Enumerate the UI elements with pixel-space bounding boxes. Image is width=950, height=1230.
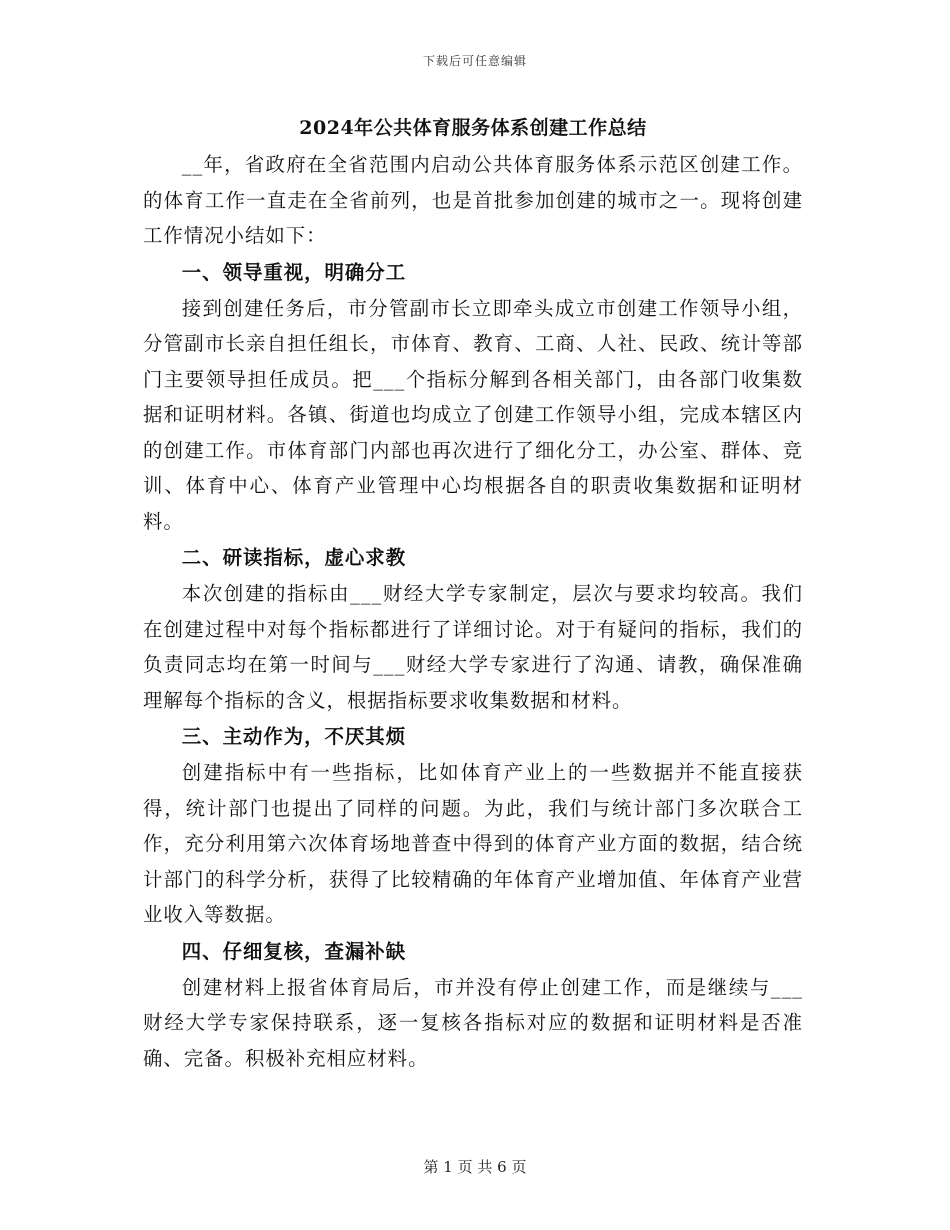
- section-body: 本次创建的指标由___财经大学专家制定，层次与要求均较高。我们在创建过程中对每个指标都进行了详细讨论。对于有疑问的指标，我们的负责同志均在第一时间与___财经大学专家进行了沟通、请教，确保准确理解每个指标的含义，根据指标要求收集数据和材料。: [143, 582, 803, 712]
- section-1: [143, 254, 803, 540]
- document-content: [143, 110, 803, 1076]
- section-heading: 三、主动作为，不厌其烦: [181, 725, 407, 748]
- section-4: [143, 933, 803, 1077]
- section-heading: 一、领导重视，明确分工: [181, 260, 407, 284]
- section-heading: 二、研读指标，虚心求教: [181, 546, 407, 569]
- section-heading: 四、仔细复核，查漏补缺: [181, 939, 407, 963]
- intro-paragraph: __年，省政府在全省范围内启动公共体育服务体系示范区创建工作。的体育工作一直走在全省前列，也是首批参加创建的城市之一。现将创建工作情况小结如下：: [143, 153, 803, 247]
- page-number: 第 1 页 共 6 页: [423, 1158, 527, 1176]
- section-body: 创建材料上报省体育局后，市并没有停止创建工作，而是继续与___财经大学专家保持联系，逐一复核各指标对应的数据和证明材料是否准确、完备。积极补充相应材料。: [143, 975, 803, 1070]
- section-3: [143, 718, 803, 933]
- section-body: 创建指标中有一些指标，比如体育产业上的一些数据并不能直接获得，统计部门也提出了同样的问题。为此，我们与统计部门多次联合工作，充分利用第六次体育场地普查中得到的体育产业方面的数据，结合统计部门的科学分析，获得了比较精确的年体育产业增加值、年体育产业营业收入等数据。: [143, 761, 803, 926]
- section-2: [143, 539, 803, 718]
- section-body: 接到创建任务后，市分管副市长立即牵头成立市创建工作领导小组，分管副市长亲自担任组长，市体育、教育、工商、人社、民政、统计等部门主要领导担任成员。把___个指标分解到各相关部门，由各部门收集数据和证明材料。各镇、街道也均成立了创建工作领导小组，完成本辖区内的创建工作。市体育部门内部也再次进行了细化分工，办公室、群体、竞训、体育中心、体育产业管理中心均根据各自的职责收集数据和证明材料。: [143, 296, 803, 533]
- header-note: 下载后可任意编辑: [422, 54, 527, 68]
- document-title: 2024年公共体育服务体系创建工作总结: [299, 117, 647, 139]
